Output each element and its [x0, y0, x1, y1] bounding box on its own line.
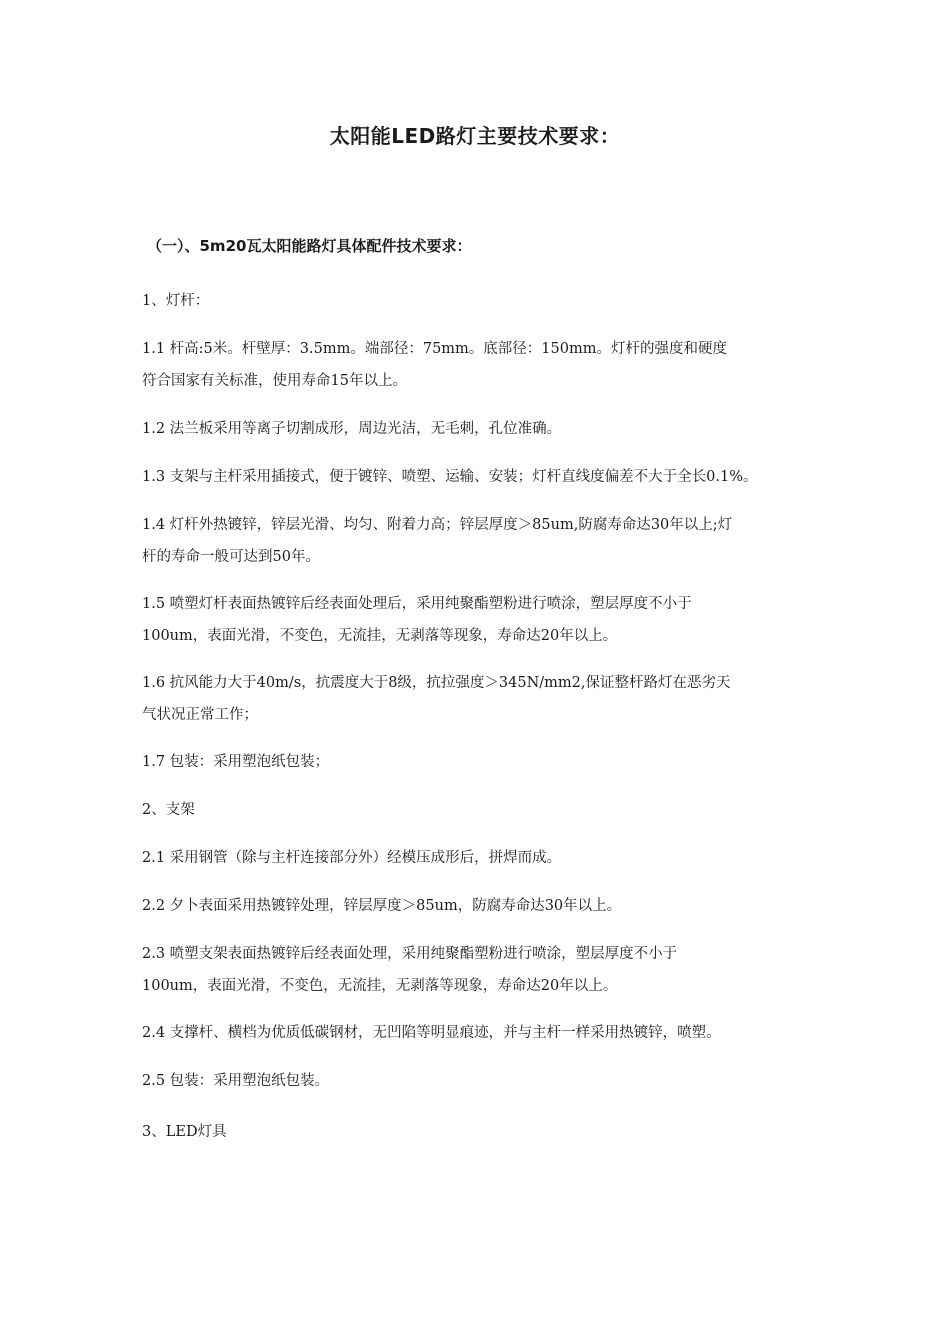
paragraph-line: 100um，表面光滑，不变色，无流挂，无剥落等现象，寿命达20年以上。	[142, 978, 618, 994]
paragraph-line: 符合国家有关标准，使用寿命15年以上。	[142, 373, 407, 389]
paragraph-line: 2.4 支撑杆、横档为优质低碳钢材，无凹陷等明显痕迹，并与主杆一样采用热镀锌，喷塑。	[142, 1025, 721, 1041]
paragraph-line: 1.6 抗风能力大于40m/s，抗震度大于8级，抗拉强度＞345N/mm2,保证整杆路灯在恶劣天	[142, 675, 731, 691]
paragraph-line: 1.2 法兰板采用等离子切割成形，周边光洁，无毛刺，孔位准确。	[142, 421, 562, 437]
document-title: 太阳能LED路灯主要技术要求：	[329, 124, 621, 148]
paragraph-1-4	[142, 509, 832, 573]
paragraph-line: 2.1 采用钢管（除与主杆连接部分外）经模压成形后，拼焊而成。	[142, 850, 562, 866]
paragraph-line: 1.5 喷塑灯杆表面热镀锌后经表面处理后，采用纯聚酯塑粉进行喷涂，塑层厚度不小于	[142, 596, 692, 612]
paragraph-bracket-heading	[142, 794, 832, 826]
paragraph-line: 3、LED灯具	[142, 1124, 227, 1140]
paragraph-pole-heading	[142, 285, 832, 317]
paragraph-1-1	[142, 333, 832, 397]
paragraph-1-6	[142, 667, 832, 731]
paragraph-line: 1.1 杆高:5米。杆壁厚：3.5mm。端部径：75mm。底部径：150mm。灯杆的强度和硬度	[142, 341, 727, 357]
paragraph-line: 2.3 喷塑支架表面热镀锌后经表面处理，采用纯聚酯塑粉进行喷涂，塑层厚度不小于	[142, 946, 678, 962]
paragraph-line: 2.5 包装：采用塑泡纸包装。	[142, 1073, 330, 1089]
paragraph-line: 100um，表面光滑，不变色，无流挂，无剥落等现象，寿命达20年以上。	[142, 628, 618, 644]
paragraph-line: 1.3 支架与主杆采用插接式，便于镀锌、喷塑、运输、安装；灯杆直线度偏差不大于全长0.1%。	[142, 469, 758, 485]
paragraph-2-5	[142, 1065, 832, 1097]
paragraph-1-7	[142, 746, 832, 778]
paragraph-line: 杆的寿命一般可达到50年。	[142, 549, 320, 565]
section-heading: （一）、5m20瓦太阳能路灯具体配件技术要求：	[147, 237, 472, 255]
paragraph-1-2	[142, 413, 832, 445]
paragraph-line: 1、灯杆：	[142, 293, 210, 309]
paragraph-2-4	[142, 1017, 832, 1049]
paragraph-line: 2.2 夕卜表面采用热镀锌处理，锌层厚度＞85um，防腐寿命达30年以上。	[142, 898, 622, 914]
paragraph-2-1	[142, 842, 832, 874]
paragraph-led-heading	[142, 1116, 832, 1148]
paragraph-line: 气状况正常工作；	[142, 707, 258, 723]
paragraph-line: 1.4 灯杆外热镀锌，锌层光滑、均匀、附着力高；锌层厚度＞85um,防腐寿命达30年以上;灯	[142, 517, 733, 533]
paragraph-1-3	[142, 461, 832, 493]
paragraph-line: 1.7 包装：采用塑泡纸包装；	[142, 754, 330, 770]
paragraph-line: 2、支架	[142, 802, 195, 818]
paragraph-2-2	[142, 890, 832, 922]
paragraph-1-5	[142, 588, 832, 652]
paragraph-2-3	[142, 938, 832, 1002]
